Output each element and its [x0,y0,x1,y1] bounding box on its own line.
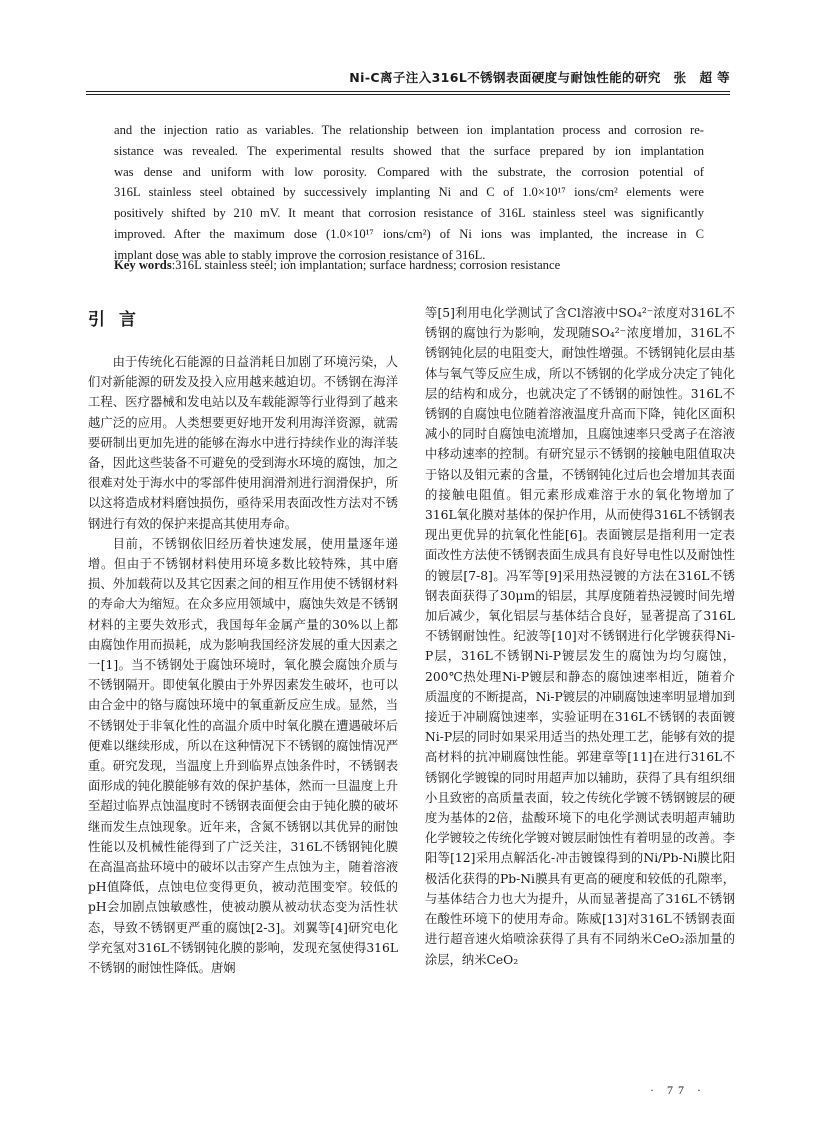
english-abstract [114,120,704,266]
body-paragraph: 由于传统化石能源的日益消耗日加剧了环境污染，人们对新能源的研发及投入应用越来越迫切。不锈钢在海洋工程、医疗器械和发电站以及车载能源等行业得到了越来越广泛的应用。人类想要更好地开发利用海洋资源，就需要研制出更加先进的能够在海水中进行持续作业的海洋装备，因此这些装备不可避免的受到海水环境的腐蚀，加之很难对处于海水中的零部件使用润滑剂进行润滑保护，所以这将造成材料磨蚀损伤，亟待采用表面改性方法对不锈钢进行有效的保护来提高其使用寿命。 [88,355,398,531]
body-paragraph: 目前，不锈钢依旧经历着快速发展，使用量逐年递增。但由于不锈钢材料使用环境多数比较特殊，其中磨损、外加载荷以及其它因素之间的相互作用使不锈钢材料的寿命大为缩短。在众多应用领域中，腐蚀失效是不锈钢材料的主要失效形式，我国每年金属产量的30%以上都由腐蚀作用而损耗，成为影响我国经济发展的重大因素之一[1]。当不锈钢处于腐蚀环境时，氧化膜会腐蚀介质与不锈钢隔开。即使氧化膜由于外界因素发生破坏，也可以由合金中的铬与腐蚀环境中的氧重新反应生成。显然，当不锈钢处于非氧化性的高温介质中时氧化膜在遭遇破坏后便难以继续形成，所以在这种情况下不锈钢的腐蚀情况严重。研究发现，当温度上升到临界点蚀条件时，不锈钢表面形成的钝化膜能够有效的保护基体，然而一旦温度上升至超过临界点蚀温度时不锈钢表面便会由于钝化膜的破坏继而发生点蚀现象。近年来，含氮不锈钢以其优异的耐蚀性能以及机械性能得到了广泛关注，316L不锈钢钝化膜在高温高盐环境中的破坏以击穿产生点蚀为主，随着溶液pH值降低，点蚀电位变得更负，被动范围变窄。较低的pH会加剧点蚀敏感性，使被动膜从被动状态变为活性状态，导致不锈钢更严重的腐蚀[2-3]。刘翼等[4]研究电化学充氢对316L不锈钢钝化膜的影响，发现充氢使得316L不锈钢的耐蚀性降低。唐娴 [88,536,398,976]
body-paragraph: 等[5]利用电化学测试了含Cl溶液中SO₄²⁻浓度对316L不锈钢的腐蚀行为影响，发现随SO₄²⁻浓度增加，316L不锈钢钝化层的电阻变大，耐蚀性增强。不锈钢钝化层由基体与氧气等反应生成，所以不锈钢的化学成分决定了钝化层的结构和成分，也就决定了不锈钢的耐蚀性。316L不锈钢的自腐蚀电位随着溶液温度升高而下降，钝化区面积减小的同时自腐蚀电流增加，且腐蚀速率只受离子在溶液中移动速率的控制。有研究显示不锈钢的接触电阻值取决于铬以及钼元素的含量，不锈钢钝化过后也会增加其表面的接触电阻值。钼元素形成难溶于水的氧化物增加了316L氧化膜对基体的保护作用，从而使得316L不锈钢表现出更优异的抗氧化性能[6]。表面镀层是指利用一定表面改性方法使不锈钢表面生成具有良好导电性以及耐蚀性的镀层[7-8]。冯军等[9]采用热浸镀的方法在316L不锈钢表面获得了30μm的铝层，其厚度随着热浸镀时间先增加后减少，氧化铝层与基体结合良好，显著提高了316L不锈钢耐蚀性。纪波等[10]对不锈钢进行化学镀获得Ni-P层，316L不锈钢Ni-P镀层发生的腐蚀为均匀腐蚀，200℃热处理Ni-P镀层和静态的腐蚀速率相近，随着介质温度的不断提高，Ni-P镀层的冲刷腐蚀速率明显增加到接近于冲刷腐蚀速率，实验证明在316L不锈钢的表面镀Ni-P层的同时如果采用适当的热处理工艺，能够有效的提高材料的抗冲刷腐蚀性能。郭建章等[11]在进行316L不锈钢化学镀镍的同时用超声加以辅助，获得了具有组织细小且致密的高质量表面，较之传统化学镀不锈钢镀层的硬度为基体的2倍，盐酸环境下的电化学测试表明超声辅助化学镀较之传统化学镀对镀层耐蚀性有着明显的改善。李阳等[12]采用点解活化-冲击镀镍得到的Ni/Pb-Ni膜比阳极活化获得的Pb-Ni膜具有更高的硬度和较低的孔隙率，与基体结合力也大为提升，从而显著提高了316L不锈钢在酸性环境下的使用寿命。陈威[13]对316L不锈钢表面进行超音速火焰喷涂获得了具有不同纳米CeO₂添加量的涂层，纳米CeO₂ [425,306,735,967]
running-header [86,62,730,90]
header-rule-thick [86,91,730,92]
abstract-line: was dense and uniform with low porosity. Compared with the substrate, the corrosion potential of [114,164,704,179]
abstract-line: 316L stainless steel obtained by successively implanting Ni and C of 1.0×10¹⁷ ions/cm² elements were [114,185,704,200]
header-rule-thin [86,94,730,95]
left-column [88,303,398,978]
page-number: · 77 · [650,1083,706,1097]
abstract-line: implant dose was able to stably improve the corrosion resistance of 316L. [114,247,486,262]
right-column [425,303,735,970]
key-words-text: :316L stainless steel; ion implantation; surface hardness; corrosion resistance [171,258,561,272]
abstract-line: positively shifted by 210 mV. It meant that corrosion resistance of 316L stainless steel was significantly [114,206,704,221]
section-title: 引言 [88,310,150,330]
abstract-line: and the injection ratio as variables. The relationship between ion implantation process and corrosion re- [114,123,704,137]
abstract-line: sistance was revealed. The experimental results showed that the surface prepared by ion implantation [114,143,704,158]
running-title: Ni-C离子注入316L不锈钢表面硬度与耐蚀性能的研究 张 超 等 [349,70,730,85]
abstract-line: improved. After the maximum dose (1.0×10¹⁷ ions/cm²) of Ni ions was implanted, the increase in C [114,226,704,241]
key-words [114,255,714,275]
key-words-label: Key words [114,258,172,272]
